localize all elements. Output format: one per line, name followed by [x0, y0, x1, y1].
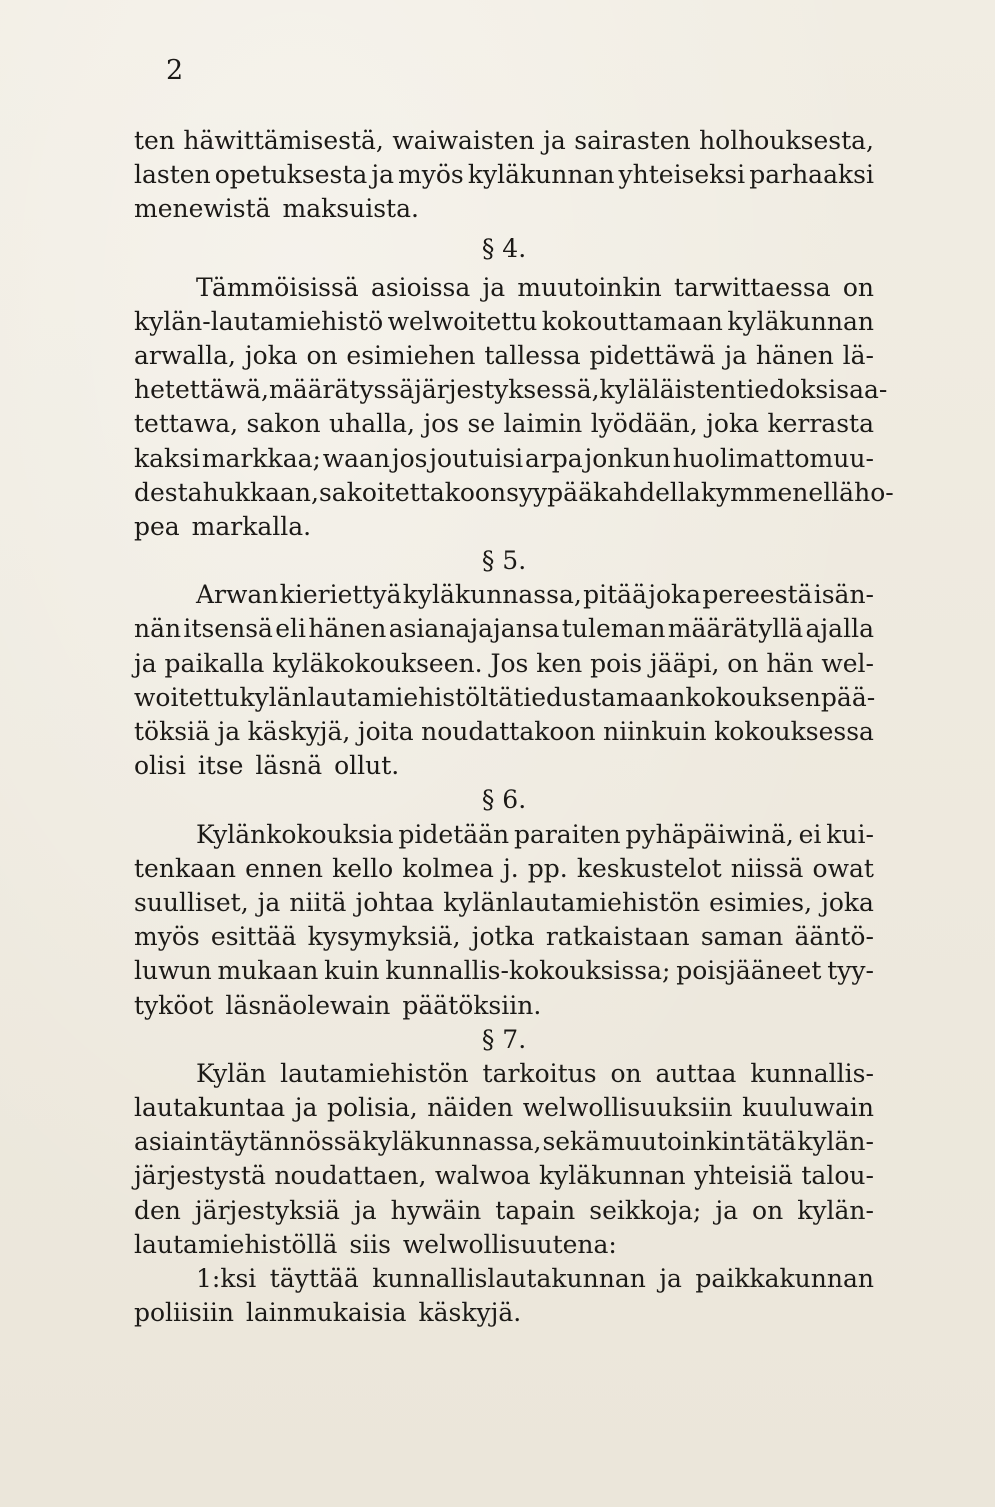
section-heading: § 7.	[481, 1024, 527, 1054]
text-line: den järjestyksiä ja hywäin tapain seikkoja; ja on kylän-	[134, 1195, 874, 1225]
text-line: kylän-lautamiehistö welwoitettu kokouttamaan kyläkunnan	[134, 306, 874, 336]
paragraph	[134, 1262, 874, 1330]
paragraph	[134, 578, 874, 783]
text-line: ja paikalla kyläkokoukseen. Jos ken pois jääpi, on hän wel-	[134, 648, 874, 678]
text-line: luwun mukaan kuin kunnallis-kokouksissa; poisjääneet tyy-	[134, 956, 874, 986]
text-line: Tämmöisissä asioissa ja muutoinkin tarwittaessa on	[196, 272, 874, 302]
text-line: lautamiehistöllä siis welwollisuutena:	[134, 1229, 617, 1259]
paragraph	[134, 818, 874, 1023]
paragraph	[134, 1057, 874, 1262]
text-line: tettawa, sakon uhalla, jos se laimin lyödään, joka kerrasta	[134, 409, 874, 439]
text-line: arwalla, joka on esimiehen tallessa pidettäwä ja hänen lä-	[134, 340, 874, 370]
text-line: menewistä maksuista.	[134, 194, 419, 224]
text-line: tyköot läsnäolewain päätöksiin.	[134, 990, 542, 1020]
text-line: myös esittää kysymyksiä, jotka ratkaistaan saman ääntö-	[134, 922, 874, 952]
text-line: töksiä ja käskyjä, joita noudattakoon niinkuin kokouksessa	[134, 717, 874, 746]
text-line: suulliset, ja niitä johtaa kylänlautamiehistön esimies, joka	[134, 887, 874, 917]
text-line: desta hukkaan, sakoitettakoon syypää kahdellakymmenellä ho-	[134, 477, 894, 507]
paragraph	[134, 271, 894, 545]
text-line: Kylänkokouksia pidetään paraiten pyhäpäiwinä, ei kui-	[196, 819, 874, 849]
text-line: ten häwittämisestä, waiwaisten ja sairasten holhouksesta,	[134, 126, 874, 155]
section-heading: § 5.	[481, 546, 527, 576]
text-line: Kylän lautamiehistön tarkoitus on auttaa kunnallis-	[196, 1058, 874, 1088]
text-line: lasten opetuksesta ja myös kyläkunnan yhteiseksi parhaaksi	[134, 160, 874, 190]
section-heading: § 6.	[481, 785, 527, 815]
section-heading: § 4.	[481, 233, 527, 263]
text-line: lautakuntaa ja polisia, näiden welwollisuuksiin kuuluwain	[134, 1093, 874, 1123]
body-text	[134, 124, 894, 1330]
page-number: 2	[166, 55, 184, 86]
text-line: tenkaan ennen kello kolmea j. pp. keskustelot niissä owat	[134, 853, 874, 883]
text-line: nän itsensä eli hänen asianajajansa tuleman määrätyllä ajalla	[134, 614, 874, 644]
text-line: poliisiin lainmukaisia käskyjä.	[134, 1298, 522, 1328]
text-line: woitettu kylänlautamiehistöltä tiedustamaan kokouksen pää-	[134, 682, 876, 712]
text-line: Arwan kieriettyä kyläkunnassa, pitää joka pereestä isän-	[196, 580, 874, 610]
text-line: järjestystä noudattaen, walwoa kyläkunnan yhteisiä talou-	[134, 1161, 874, 1191]
text-line: hetettäwä, määrätyssä järjestyksessä, kyläläisten tiedoksi saa-	[134, 375, 888, 405]
text-line: kaksi markkaa; waan jos joutuisi arpa jonkun huolimattomuu-	[134, 443, 874, 473]
text-line: asiain täytännössä kyläkunnassa, sekä muutoinkin tätä kylän-	[134, 1127, 874, 1157]
text-line: pea markalla.	[134, 511, 312, 541]
text-line: olisi itse läsnä ollut.	[134, 751, 400, 781]
text-line: 1:ksi täyttää kunnallislautakunnan ja paikkakunnan	[196, 1264, 874, 1293]
paragraph	[134, 124, 874, 227]
